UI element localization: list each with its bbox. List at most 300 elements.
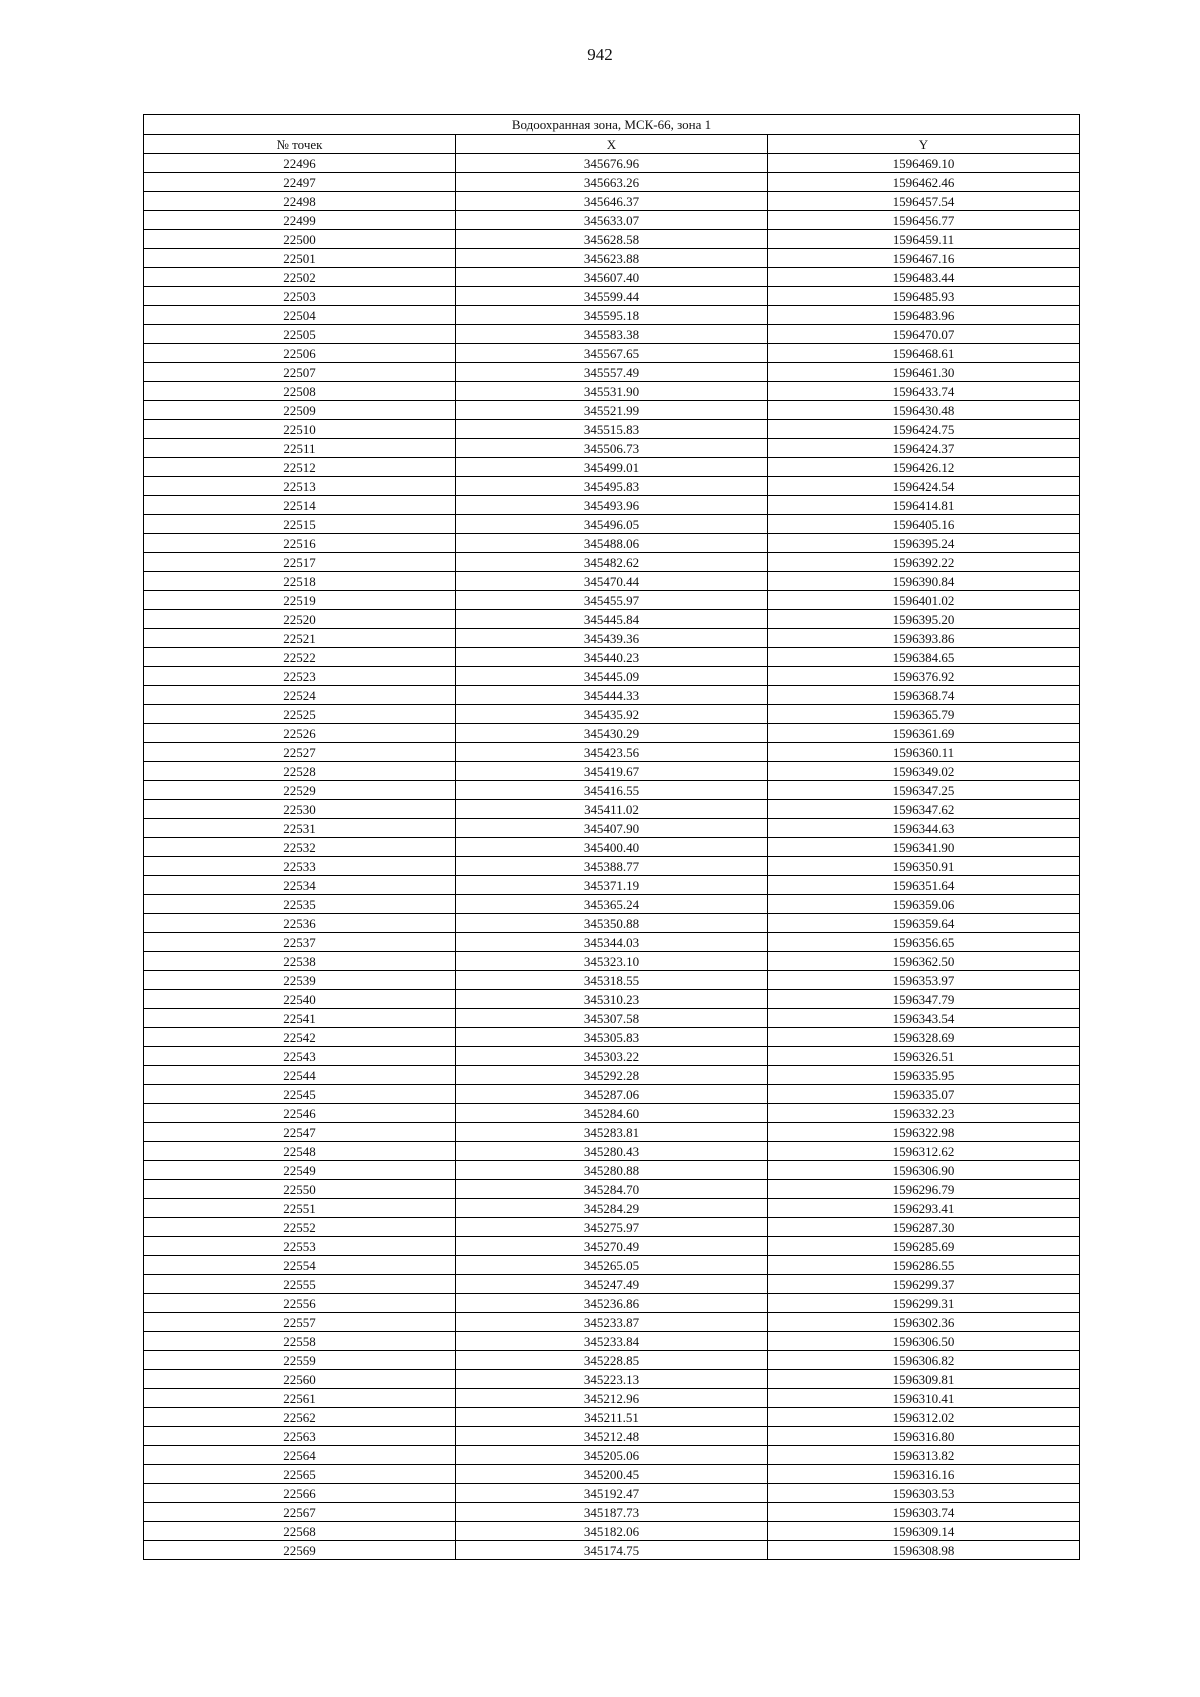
cell-y: 1596401.02: [768, 591, 1080, 610]
cell-point-number: 22532: [144, 838, 456, 857]
table-row: [144, 838, 1080, 857]
cell-point-number: 22546: [144, 1104, 456, 1123]
table-row: [144, 1123, 1080, 1142]
cell-point-number: 22519: [144, 591, 456, 610]
cell-point-number: 22569: [144, 1541, 456, 1560]
cell-y: 1596393.86: [768, 629, 1080, 648]
cell-x: 345236.86: [456, 1294, 768, 1313]
cell-point-number: 22540: [144, 990, 456, 1009]
cell-y: 1596395.24: [768, 534, 1080, 553]
cell-y: 1596349.02: [768, 762, 1080, 781]
coordinates-table: [143, 114, 1080, 1560]
cell-y: 1596296.79: [768, 1180, 1080, 1199]
cell-point-number: 22547: [144, 1123, 456, 1142]
cell-y: 1596390.84: [768, 572, 1080, 591]
cell-x: 345633.07: [456, 211, 768, 230]
cell-x: 345470.44: [456, 572, 768, 591]
cell-x: 345416.55: [456, 781, 768, 800]
cell-x: 345344.03: [456, 933, 768, 952]
cell-x: 345223.13: [456, 1370, 768, 1389]
table-row: [144, 534, 1080, 553]
cell-y: 1596365.79: [768, 705, 1080, 724]
cell-y: 1596351.64: [768, 876, 1080, 895]
cell-y: 1596306.50: [768, 1332, 1080, 1351]
table-row: [144, 249, 1080, 268]
cell-x: 345628.58: [456, 230, 768, 249]
cell-x: 345275.97: [456, 1218, 768, 1237]
cell-point-number: 22534: [144, 876, 456, 895]
cell-y: 1596309.81: [768, 1370, 1080, 1389]
cell-x: 345423.56: [456, 743, 768, 762]
cell-point-number: 22499: [144, 211, 456, 230]
table-row: [144, 1047, 1080, 1066]
table-row: [144, 382, 1080, 401]
table-row: [144, 648, 1080, 667]
table-row: [144, 743, 1080, 762]
cell-point-number: 22559: [144, 1351, 456, 1370]
cell-y: 1596359.06: [768, 895, 1080, 914]
cell-point-number: 22560: [144, 1370, 456, 1389]
cell-point-number: 22504: [144, 306, 456, 325]
cell-point-number: 22506: [144, 344, 456, 363]
cell-y: 1596308.98: [768, 1541, 1080, 1560]
cell-x: 345174.75: [456, 1541, 768, 1560]
cell-point-number: 22530: [144, 800, 456, 819]
cell-point-number: 22527: [144, 743, 456, 762]
cell-y: 1596335.07: [768, 1085, 1080, 1104]
cell-y: 1596285.69: [768, 1237, 1080, 1256]
table-row: [144, 933, 1080, 952]
table-row: [144, 1370, 1080, 1389]
cell-y: 1596395.20: [768, 610, 1080, 629]
cell-y: 1596306.90: [768, 1161, 1080, 1180]
cell-y: 1596405.16: [768, 515, 1080, 534]
cell-x: 345233.84: [456, 1332, 768, 1351]
cell-y: 1596287.30: [768, 1218, 1080, 1237]
table-row: [144, 1142, 1080, 1161]
cell-point-number: 22548: [144, 1142, 456, 1161]
cell-y: 1596350.91: [768, 857, 1080, 876]
cell-y: 1596414.81: [768, 496, 1080, 515]
cell-x: 345287.06: [456, 1085, 768, 1104]
cell-y: 1596303.53: [768, 1484, 1080, 1503]
cell-x: 345440.23: [456, 648, 768, 667]
table-row: [144, 895, 1080, 914]
cell-x: 345595.18: [456, 306, 768, 325]
cell-x: 345365.24: [456, 895, 768, 914]
cell-y: 1596461.30: [768, 363, 1080, 382]
cell-x: 345307.58: [456, 1009, 768, 1028]
cell-point-number: 22521: [144, 629, 456, 648]
cell-point-number: 22518: [144, 572, 456, 591]
cell-point-number: 22533: [144, 857, 456, 876]
table-row: [144, 401, 1080, 420]
cell-x: 345270.49: [456, 1237, 768, 1256]
table-row: [144, 1085, 1080, 1104]
cell-point-number: 22509: [144, 401, 456, 420]
cell-y: 1596356.65: [768, 933, 1080, 952]
cell-point-number: 22562: [144, 1408, 456, 1427]
table-row: [144, 1256, 1080, 1275]
cell-point-number: 22536: [144, 914, 456, 933]
cell-y: 1596335.95: [768, 1066, 1080, 1085]
cell-x: 345493.96: [456, 496, 768, 515]
cell-y: 1596384.65: [768, 648, 1080, 667]
table-row: [144, 1237, 1080, 1256]
cell-y: 1596362.50: [768, 952, 1080, 971]
table-row: [144, 629, 1080, 648]
cell-point-number: 22526: [144, 724, 456, 743]
table-row: [144, 1332, 1080, 1351]
cell-x: 345444.33: [456, 686, 768, 705]
cell-y: 1596485.93: [768, 287, 1080, 306]
cell-x: 345187.73: [456, 1503, 768, 1522]
cell-x: 345400.40: [456, 838, 768, 857]
cell-x: 345435.92: [456, 705, 768, 724]
table-row: [144, 211, 1080, 230]
page-number: 942: [587, 45, 613, 64]
cell-point-number: 22556: [144, 1294, 456, 1313]
table-row: [144, 496, 1080, 515]
cell-y: 1596424.37: [768, 439, 1080, 458]
table-row: [144, 1161, 1080, 1180]
cell-point-number: 22564: [144, 1446, 456, 1465]
cell-point-number: 22507: [144, 363, 456, 382]
table-row: [144, 325, 1080, 344]
table-row: [144, 553, 1080, 572]
cell-y: 1596459.11: [768, 230, 1080, 249]
cell-point-number: 22510: [144, 420, 456, 439]
cell-y: 1596347.62: [768, 800, 1080, 819]
table-row: [144, 1028, 1080, 1047]
table-row: [144, 230, 1080, 249]
cell-x: 345280.88: [456, 1161, 768, 1180]
cell-y: 1596361.69: [768, 724, 1080, 743]
cell-x: 345284.60: [456, 1104, 768, 1123]
table-row: [144, 857, 1080, 876]
table-caption: Водоохранная зона, МСК-66, зона 1: [144, 115, 1080, 135]
cell-y: 1596293.41: [768, 1199, 1080, 1218]
cell-x: 345646.37: [456, 192, 768, 211]
cell-point-number: 22520: [144, 610, 456, 629]
table-row: [144, 819, 1080, 838]
cell-point-number: 22535: [144, 895, 456, 914]
cell-x: 345482.62: [456, 553, 768, 572]
cell-point-number: 22528: [144, 762, 456, 781]
cell-x: 345247.49: [456, 1275, 768, 1294]
cell-x: 345411.02: [456, 800, 768, 819]
cell-y: 1596310.41: [768, 1389, 1080, 1408]
cell-x: 345676.96: [456, 154, 768, 173]
table-row: [144, 1009, 1080, 1028]
table-caption-row: [144, 115, 1080, 135]
cell-x: 345350.88: [456, 914, 768, 933]
cell-y: 1596341.90: [768, 838, 1080, 857]
cell-y: 1596299.31: [768, 1294, 1080, 1313]
cell-x: 345212.96: [456, 1389, 768, 1408]
table-row: [144, 800, 1080, 819]
cell-x: 345233.87: [456, 1313, 768, 1332]
cell-point-number: 22567: [144, 1503, 456, 1522]
cell-x: 345623.88: [456, 249, 768, 268]
cell-y: 1596360.11: [768, 743, 1080, 762]
cell-y: 1596392.22: [768, 553, 1080, 572]
cell-x: 345499.01: [456, 458, 768, 477]
cell-point-number: 22522: [144, 648, 456, 667]
table-row: [144, 1503, 1080, 1522]
cell-y: 1596376.92: [768, 667, 1080, 686]
cell-point-number: 22508: [144, 382, 456, 401]
table-row: [144, 1294, 1080, 1313]
cell-x: 345521.99: [456, 401, 768, 420]
table-row: [144, 591, 1080, 610]
cell-y: 1596483.96: [768, 306, 1080, 325]
cell-x: 345607.40: [456, 268, 768, 287]
cell-point-number: 22523: [144, 667, 456, 686]
table-row: [144, 1541, 1080, 1560]
cell-point-number: 22512: [144, 458, 456, 477]
cell-x: 345211.51: [456, 1408, 768, 1427]
table-row: [144, 1275, 1080, 1294]
table-row: [144, 420, 1080, 439]
cell-point-number: 22517: [144, 553, 456, 572]
cell-point-number: 22505: [144, 325, 456, 344]
cell-point-number: 22498: [144, 192, 456, 211]
cell-x: 345496.05: [456, 515, 768, 534]
table-row: [144, 439, 1080, 458]
table-row: [144, 363, 1080, 382]
cell-x: 345212.48: [456, 1427, 768, 1446]
cell-point-number: 22553: [144, 1237, 456, 1256]
cell-point-number: 22557: [144, 1313, 456, 1332]
cell-y: 1596312.62: [768, 1142, 1080, 1161]
cell-x: 345305.83: [456, 1028, 768, 1047]
cell-point-number: 22551: [144, 1199, 456, 1218]
cell-x: 345323.10: [456, 952, 768, 971]
cell-y: 1596328.69: [768, 1028, 1080, 1047]
cell-point-number: 22544: [144, 1066, 456, 1085]
cell-point-number: 22514: [144, 496, 456, 515]
cell-y: 1596316.80: [768, 1427, 1080, 1446]
header-y: Y: [768, 135, 1080, 154]
cell-x: 345192.47: [456, 1484, 768, 1503]
table-row: [144, 306, 1080, 325]
cell-x: 345228.85: [456, 1351, 768, 1370]
cell-point-number: 22568: [144, 1522, 456, 1541]
cell-y: 1596302.36: [768, 1313, 1080, 1332]
cell-point-number: 22516: [144, 534, 456, 553]
cell-x: 345445.09: [456, 667, 768, 686]
cell-x: 345318.55: [456, 971, 768, 990]
table-row: [144, 686, 1080, 705]
table-row: [144, 952, 1080, 971]
cell-point-number: 22500: [144, 230, 456, 249]
table-row: [144, 990, 1080, 1009]
cell-point-number: 22531: [144, 819, 456, 838]
cell-y: 1596359.64: [768, 914, 1080, 933]
header-point-number: № точек: [144, 135, 456, 154]
cell-point-number: 22511: [144, 439, 456, 458]
cell-x: 345284.70: [456, 1180, 768, 1199]
cell-y: 1596462.46: [768, 173, 1080, 192]
table-row: [144, 876, 1080, 895]
cell-x: 345515.83: [456, 420, 768, 439]
table-row: [144, 667, 1080, 686]
cell-x: 345388.77: [456, 857, 768, 876]
cell-y: 1596326.51: [768, 1047, 1080, 1066]
table-row: [144, 1313, 1080, 1332]
table-row: [144, 1522, 1080, 1541]
cell-y: 1596470.07: [768, 325, 1080, 344]
cell-point-number: 22545: [144, 1085, 456, 1104]
table-row: [144, 1218, 1080, 1237]
cell-y: 1596344.63: [768, 819, 1080, 838]
cell-x: 345531.90: [456, 382, 768, 401]
cell-point-number: 22549: [144, 1161, 456, 1180]
cell-y: 1596343.54: [768, 1009, 1080, 1028]
cell-y: 1596368.74: [768, 686, 1080, 705]
cell-point-number: 22538: [144, 952, 456, 971]
cell-y: 1596456.77: [768, 211, 1080, 230]
table-row: [144, 1408, 1080, 1427]
cell-y: 1596313.82: [768, 1446, 1080, 1465]
cell-point-number: 22501: [144, 249, 456, 268]
cell-y: 1596353.97: [768, 971, 1080, 990]
cell-point-number: 22550: [144, 1180, 456, 1199]
cell-point-number: 22566: [144, 1484, 456, 1503]
cell-x: 345265.05: [456, 1256, 768, 1275]
cell-point-number: 22563: [144, 1427, 456, 1446]
table-row: [144, 1427, 1080, 1446]
table-row: [144, 610, 1080, 629]
cell-y: 1596332.23: [768, 1104, 1080, 1123]
cell-y: 1596483.44: [768, 268, 1080, 287]
cell-x: 345495.83: [456, 477, 768, 496]
cell-y: 1596468.61: [768, 344, 1080, 363]
cell-y: 1596424.54: [768, 477, 1080, 496]
cell-y: 1596316.16: [768, 1465, 1080, 1484]
cell-point-number: 22525: [144, 705, 456, 724]
cell-point-number: 22529: [144, 781, 456, 800]
table-row: [144, 781, 1080, 800]
cell-x: 345283.81: [456, 1123, 768, 1142]
table-row: [144, 1351, 1080, 1370]
cell-x: 345445.84: [456, 610, 768, 629]
cell-x: 345280.43: [456, 1142, 768, 1161]
cell-point-number: 22513: [144, 477, 456, 496]
cell-x: 345439.36: [456, 629, 768, 648]
cell-x: 345488.06: [456, 534, 768, 553]
cell-y: 1596457.54: [768, 192, 1080, 211]
table-header-row: [144, 135, 1080, 154]
table-row: [144, 724, 1080, 743]
cell-y: 1596299.37: [768, 1275, 1080, 1294]
cell-y: 1596303.74: [768, 1503, 1080, 1522]
cell-point-number: 22524: [144, 686, 456, 705]
header-x: X: [456, 135, 768, 154]
cell-y: 1596347.25: [768, 781, 1080, 800]
cell-point-number: 22561: [144, 1389, 456, 1408]
cell-point-number: 22554: [144, 1256, 456, 1275]
cell-x: 345284.29: [456, 1199, 768, 1218]
cell-y: 1596433.74: [768, 382, 1080, 401]
cell-x: 345455.97: [456, 591, 768, 610]
cell-point-number: 22542: [144, 1028, 456, 1047]
cell-point-number: 22558: [144, 1332, 456, 1351]
cell-point-number: 22565: [144, 1465, 456, 1484]
table-row: [144, 914, 1080, 933]
table-row: [144, 515, 1080, 534]
cell-x: 345205.06: [456, 1446, 768, 1465]
table-row: [144, 1389, 1080, 1408]
table-row: [144, 192, 1080, 211]
cell-x: 345506.73: [456, 439, 768, 458]
table-row: [144, 762, 1080, 781]
cell-x: 345663.26: [456, 173, 768, 192]
table-row: [144, 1104, 1080, 1123]
cell-point-number: 22502: [144, 268, 456, 287]
table-row: [144, 287, 1080, 306]
table-row: [144, 572, 1080, 591]
cell-x: 345567.65: [456, 344, 768, 363]
cell-x: 345303.22: [456, 1047, 768, 1066]
cell-y: 1596322.98: [768, 1123, 1080, 1142]
cell-point-number: 22539: [144, 971, 456, 990]
cell-y: 1596309.14: [768, 1522, 1080, 1541]
cell-point-number: 22541: [144, 1009, 456, 1028]
cell-y: 1596347.79: [768, 990, 1080, 1009]
table-row: [144, 1446, 1080, 1465]
table-row: [144, 705, 1080, 724]
cell-x: 345310.23: [456, 990, 768, 1009]
table-row: [144, 154, 1080, 173]
cell-x: 345430.29: [456, 724, 768, 743]
cell-point-number: 22552: [144, 1218, 456, 1237]
cell-point-number: 22515: [144, 515, 456, 534]
cell-y: 1596312.02: [768, 1408, 1080, 1427]
table-row: [144, 1199, 1080, 1218]
table-row: [144, 1066, 1080, 1085]
table-row: [144, 1484, 1080, 1503]
cell-x: 345182.06: [456, 1522, 768, 1541]
cell-y: 1596469.10: [768, 154, 1080, 173]
cell-point-number: 22555: [144, 1275, 456, 1294]
cell-x: 345557.49: [456, 363, 768, 382]
table-row: [144, 344, 1080, 363]
cell-point-number: 22497: [144, 173, 456, 192]
cell-point-number: 22503: [144, 287, 456, 306]
cell-y: 1596424.75: [768, 420, 1080, 439]
cell-x: 345419.67: [456, 762, 768, 781]
table-row: [144, 477, 1080, 496]
cell-x: 345371.19: [456, 876, 768, 895]
cell-x: 345583.38: [456, 325, 768, 344]
cell-point-number: 22537: [144, 933, 456, 952]
cell-x: 345407.90: [456, 819, 768, 838]
cell-y: 1596467.16: [768, 249, 1080, 268]
cell-y: 1596430.48: [768, 401, 1080, 420]
cell-y: 1596306.82: [768, 1351, 1080, 1370]
cell-x: 345292.28: [456, 1066, 768, 1085]
cell-x: 345599.44: [456, 287, 768, 306]
cell-point-number: 22543: [144, 1047, 456, 1066]
table-row: [144, 971, 1080, 990]
cell-y: 1596286.55: [768, 1256, 1080, 1275]
table-row: [144, 458, 1080, 477]
table-row: [144, 268, 1080, 287]
cell-x: 345200.45: [456, 1465, 768, 1484]
cell-point-number: 22496: [144, 154, 456, 173]
